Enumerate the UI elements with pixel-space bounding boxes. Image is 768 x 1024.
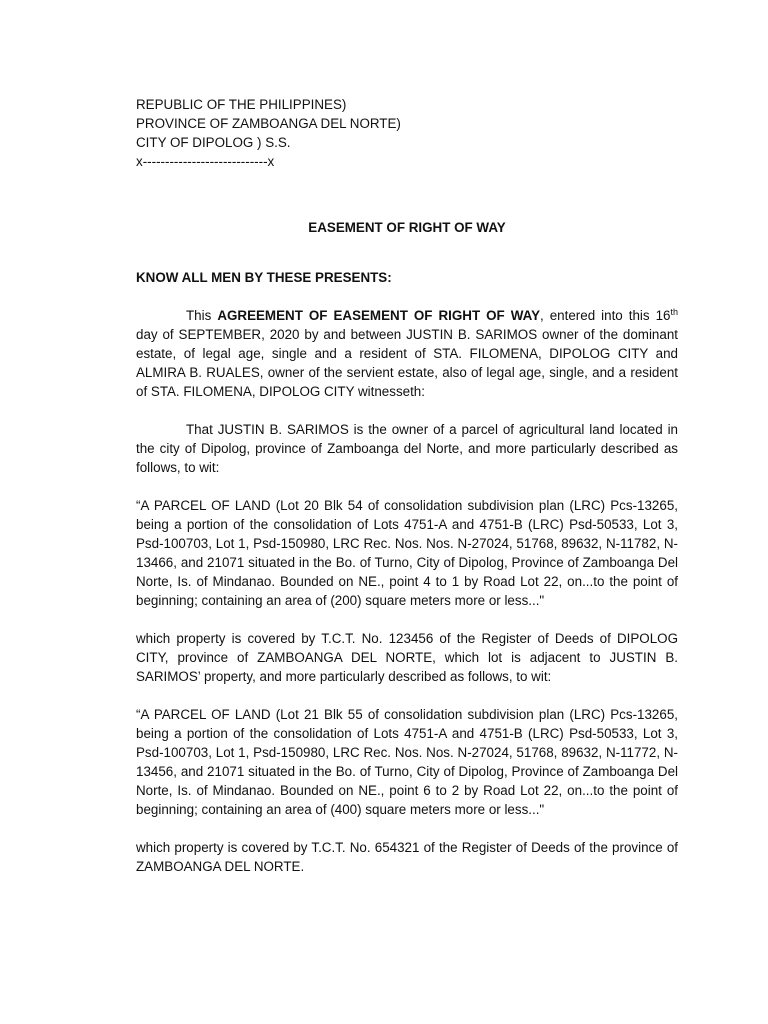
caption-republic: REPUBLIC OF THE PHILIPPINES) <box>136 97 347 112</box>
agreement-bold-title: AGREEMENT OF EASEMENT OF RIGHT OF WAY <box>217 308 540 323</box>
dominant-title-paragraph: which property is covered by T.C.T. No. 123456 of the Register of Deeds of DIPOLOG CITY, province of ZAMBOANGA DEL NORTE, which lot is adjacent to JUSTIN B. SARIMOS’ property, and more particularly described as follows, to wit: <box>136 631 678 684</box>
ownership-paragraph: That JUSTIN B. SARIMOS is the owner of a parcel of agricultural land located in the city of Dipolog, province of Zamboanga del Norte, and more particularly described as follows, to wit: <box>136 422 678 475</box>
day-ordinal-suffix: th <box>670 307 678 317</box>
agreement-paragraph <box>136 306 678 401</box>
document-body <box>136 95 678 895</box>
agreement-lead: This <box>186 308 218 323</box>
dominant-land-description: “A PARCEL OF LAND (Lot 20 Blk 54 of consolidation subdivision plan (LRC) Pcs-13265, being a portion of the consolidation of Lots 4751-A and 4751-B (LRC) Psd-50533, Lot 3, Psd-100703, Lot 1, Psd-150980, LRC Rec. Nos. Nos. N-27024, 51768, 89632, N-11782, N-13466, and 21071 situated in the Bo. of Turno, City of Dipolog, Province of Zamboanga Del Norte, Is. of Mindanao. Bounded on NE., point 4 to 1 by Road Lot 22, on...to the point of beginning; containing an area of (200) square meters more or less..." <box>136 498 678 608</box>
document-title: EASEMENT OF RIGHT OF WAY <box>308 220 506 235</box>
caption-province: PROVINCE OF ZAMBOANGA DEL NORTE) <box>136 116 401 131</box>
agreement-text-b: day of SEPTEMBER, 2020 by and between JUSTIN B. SARIMOS owner of the dominant estate, of legal age, single and a resident of STA. FILOMENA, DIPOLOG CITY and ALMIRA B. RUALES, owner of the servient estate, also of legal age, single, and a resident of STA. FILOMENA, DIPOLOG CITY witnesseth: <box>136 327 678 399</box>
know-all-men-heading: KNOW ALL MEN BY THESE PRESENTS: <box>136 270 392 285</box>
caption-separator: x----------------------------x <box>136 154 275 169</box>
agreement-text-a: , entered into this 16 <box>540 308 671 323</box>
servient-land-description: “A PARCEL OF LAND (Lot 21 Blk 55 of consolidation subdivision plan (LRC) Pcs-13265, being a portion of the consolidation of Lots 4751-A and 4751-B (LRC) Psd-50533, Lot 3, Psd-100703, Lot 1, Psd-150980, LRC Rec. Nos. Nos. N-27024, 51768, 89632, N-11772, N-13456, and 21071 situated in the Bo. of Turno, City of Dipolog, Province of Zamboanga Del Norte, Is. of Mindanao. Bounded on NE., point 6 to 2 by Road Lot 22, on...to the point of beginning; containing an area of (400) square meters more or less..." <box>136 707 678 817</box>
caption-city: CITY OF DIPOLOG ) S.S. <box>136 135 291 150</box>
servient-title-paragraph: which property is covered by T.C.T. No. 654321 of the Register of Deeds of the province of ZAMBOANGA DEL NORTE. <box>136 840 678 874</box>
venue-caption <box>136 95 678 171</box>
